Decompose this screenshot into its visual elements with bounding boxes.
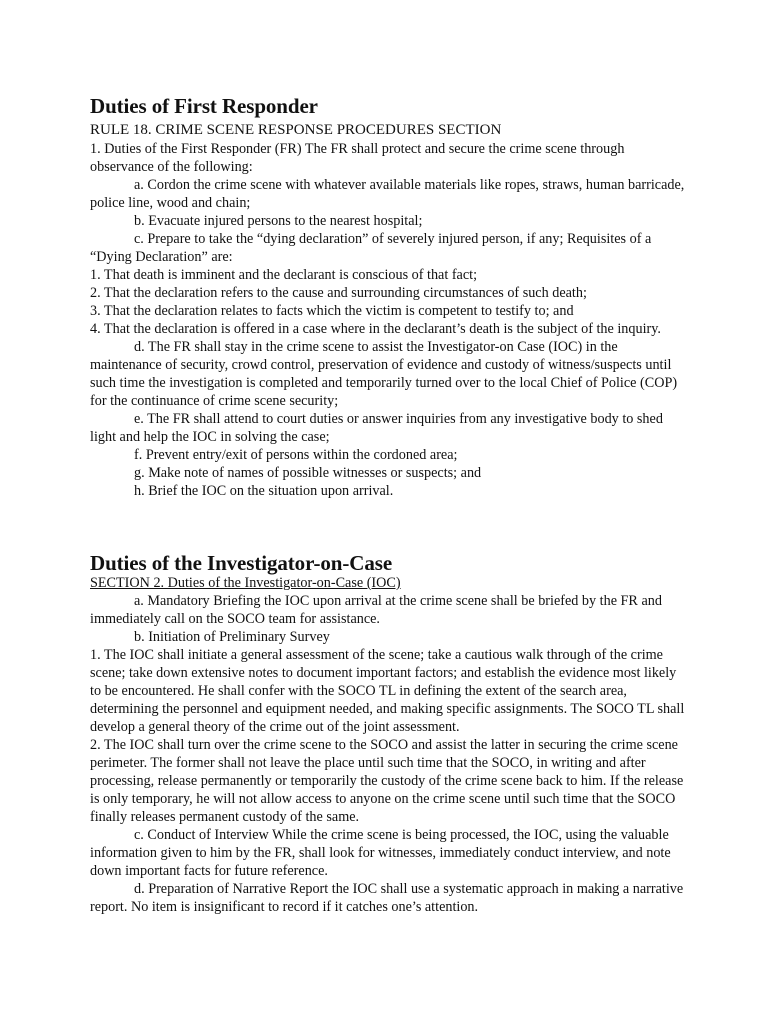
paragraph: 3. That the declaration relates to facts which the victim is competent to testify to; and xyxy=(90,303,574,319)
section2-title: Duties of the Investigator-on-Case xyxy=(90,551,393,575)
paragraph: 1. That death is imminent and the declarant is conscious of that fact; xyxy=(90,267,478,283)
paragraph: a. Cordon the crime scene with whatever available materials like ropes, straws, human barricade, police line, wood and chain; xyxy=(90,177,685,211)
paragraph: b. Initiation of Preliminary Survey xyxy=(134,629,330,645)
paragraph: d. The FR shall stay in the crime scene to assist the Investigator-on Case (IOC) in the maintenance of security, crowd control, preservation of evidence and custody of witness/suspects until such time the investigation is completed and temporarily turned over to the local Chief of Police (COP) for the continuance of crime scene security; xyxy=(90,339,678,409)
paragraph: h. Brief the IOC on the situation upon arrival. xyxy=(134,483,394,499)
section2-body xyxy=(90,574,690,916)
paragraph: a. Mandatory Briefing the IOC upon arrival at the crime scene shall be briefed by the FR and immediately call on the SOCO team for assistance. xyxy=(90,593,662,627)
section1-title: Duties of First Responder xyxy=(90,94,318,118)
paragraph: 1. The IOC shall initiate a general assessment of the scene; take a cautious walk through of the crime scene; take down extensive notes to document important factors; and establish the evidence most likely to be encountered. He shall confer with the SOCO TL in defining the extent of the search area, determining the personnel and equipment needed, and making specific assignments. The SOCO TL shall develop a general theory of the crime out of the joint assessment. xyxy=(90,647,685,735)
paragraph: e. The FR shall attend to court duties or answer inquiries from any investigative body to shed light and help the IOC in solving the case; xyxy=(90,411,663,445)
section1-paragraphs xyxy=(90,140,690,500)
paragraph: 1. Duties of the First Responder (FR) The FR shall protect and secure the crime scene through observance of the following: xyxy=(90,141,625,175)
paragraph: 4. That the declaration is offered in a case where in the declarant’s death is the subject of the inquiry. xyxy=(90,321,661,337)
paragraph: b. Evacuate injured persons to the nearest hospital; xyxy=(134,213,423,229)
paragraph: d. Preparation of Narrative Report the IOC shall use a systematic approach in making a narrative report. No item is insignificant to record if it catches one’s attention. xyxy=(90,881,684,915)
paragraph: f. Prevent entry/exit of persons within the cordoned area; xyxy=(134,447,458,463)
section2-paragraphs xyxy=(90,592,690,916)
section1-subtitle: RULE 18. CRIME SCENE RESPONSE PROCEDURES SECTION xyxy=(90,122,502,138)
section2-subtitle: SECTION 2. Duties of the Investigator-on-Case (IOC) xyxy=(90,575,401,591)
section1-body xyxy=(90,120,690,500)
paragraph: g. Make note of names of possible witnesses or suspects; and xyxy=(134,465,482,481)
paragraph: 2. That the declaration refers to the cause and surrounding circumstances of such death; xyxy=(90,285,587,301)
paragraph: c. Prepare to take the “dying declaration” of severely injured person, if any; Requisites of a “Dying Declaration” are: xyxy=(90,231,652,265)
paragraph: c. Conduct of Interview While the crime scene is being processed, the IOC, using the valuable information given to him by the FR, shall look for witnesses, immediately conduct interview, and note down important facts for future reference. xyxy=(90,827,671,879)
paragraph: 2. The IOC shall turn over the crime scene to the SOCO and assist the latter in securing the crime scene perimeter. The former shall not leave the place until such time that the SOCO, in writing and after processing, release permanently or temporarily the custody of the crime scene back to him. If the release is only temporary, he will not allow access to anyone on the crime scene until such time that the SOCO finally releases permanent custody of the same. xyxy=(90,737,684,825)
